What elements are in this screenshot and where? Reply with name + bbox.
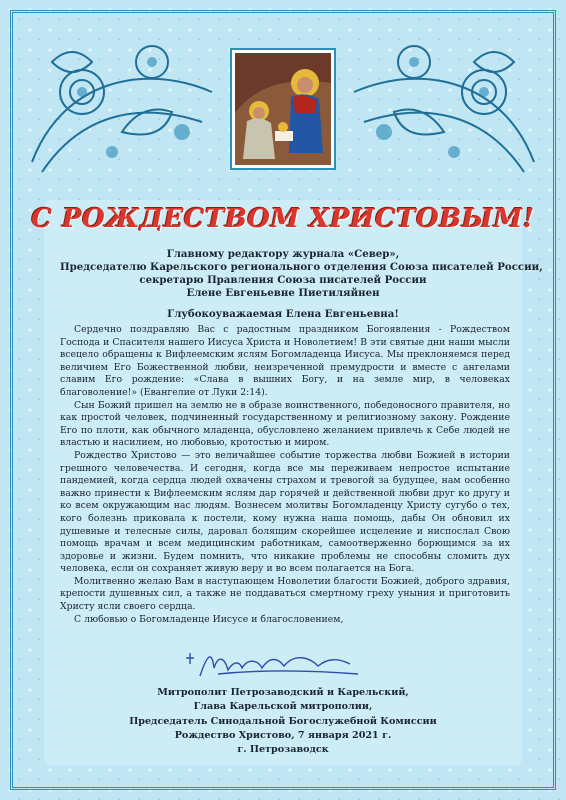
letter-body xyxy=(60,324,510,626)
paragraph: Молитвенно желаю Вам в наступающем Новолетии благости Божией, доброго здравия, крепости душевных сил, а также не поддаваться смертному греху уныния и приготовить Христу ясли своего сердца. xyxy=(60,575,510,613)
address-line: Председателю Карельского регионального отделения Союза писателей России, xyxy=(60,261,543,273)
lace-ornament-right xyxy=(344,22,544,182)
footer-line: Глава Карельской митрополии, xyxy=(193,701,373,713)
footer-line: Митрополит Петрозаводский и Карельский, xyxy=(157,687,409,698)
signature-block xyxy=(0,686,566,757)
paragraph: С любовью о Богомладенце Иисусе и благословением, xyxy=(74,613,344,625)
page-title: С РОЖДЕСТВОМ ХРИСТОВЫМ! xyxy=(31,204,535,234)
address-line: секретарю Правления Союза писателей России xyxy=(139,274,427,286)
paragraph: Сын Божий пришел на землю не в образе воинственного, победоносного правителя, но как простой человек, подчиненный государственному и религиозному закону. Рождение Его по плоти, как обычного младенца, обусловлено желанием привлечь к Себе людей не властью и насилием, но любовью, кротостью и миром. xyxy=(60,399,510,449)
paragraph: Сердечно поздравляю Вас с радостным праздником Богоявления - Рождеством Господа и Спасителя нашего Иисуса Христа и Новолетием! В эти святые дни наши мысли всецело обращены к Вифлеемским яслям Богомладенца Иисуса. Мы преклоняемся перед величием Его Божественной любви, неизреченной премудрости и вместе с ангелами славим Его рождение: «Слава в вышних Богу, и на земле мир, в человеках благоволение!» (Евангелие от Луки 2:14). xyxy=(60,324,510,398)
paragraph: Рождество Христово — это величайшее событие торжества любви Божией в истории грешного человечества. И сегодня, когда все мы переживаем непростое испытание пандемией, когда сердца людей охвачены страхом и тревогой за будущее, нам особенно важно принести к Вифлеемским яслям дар горячей и действенной любви друг ко другу и ко всем окружающим нас людям. Вознесем молитвы Богомладенцу Христу сугубо о тех, кого болезнь приковала к постели, кому нужна наша помощь, дабы Он обновил их душевные и телесные силы, даровал болящим скорейшее исцеление и ниспослал Свою помощь врачам и всем медицинским работникам, самоотверженно борющимся за их здоровье и жизни. Будем помнить, что никакие проблемы не способны сломить дух человека, если он сохраняет живую веру и во всем полагается на Бога. xyxy=(60,449,510,575)
salutation: Глубокоуважаемая Елена Евгеньевна! xyxy=(167,308,399,320)
address-block xyxy=(60,248,543,300)
footer-line: г. Петрозаводск xyxy=(237,744,329,756)
address-line: Елене Евгеньевне Пиетиляйнен xyxy=(186,287,380,299)
lace-ornament-left xyxy=(22,22,222,182)
address-line: Главному редактору журнала «Север», xyxy=(166,248,400,260)
footer-line: Председатель Синодальной Богослужебной Комиссии xyxy=(129,715,437,727)
footer-line: Рождество Христово, 7 января 2021 г. xyxy=(174,729,392,741)
signature-icon xyxy=(178,648,378,682)
nativity-icon xyxy=(232,50,334,168)
